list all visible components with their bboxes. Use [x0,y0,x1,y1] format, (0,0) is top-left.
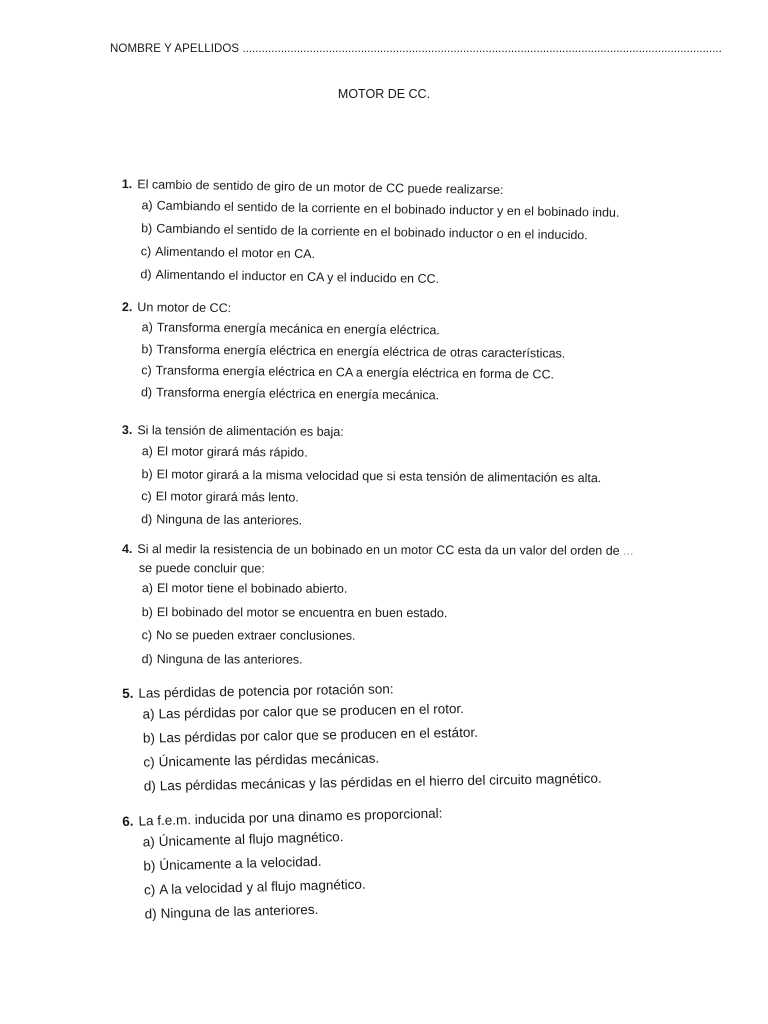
option-text: El motor girará más rápido. [156,444,308,460]
option-letter: a) [141,444,153,459]
question-stem [122,540,682,561]
option-letter: d) [141,511,153,526]
option-d [142,648,682,673]
option-text: Ninguna de las anteriores. [156,511,303,528]
question-text: Si la tensión de alimentación es baja: [137,423,344,439]
option-letter: a) [141,198,153,213]
option-letter: d) [143,778,156,794]
document-title [0,87,768,101]
option-text: Las pérdidas por calor que se producen en el rotor. [158,701,465,722]
name-blank-dots: ...................................................................................................................................................... [242,43,722,55]
option-letter: b) [141,341,153,356]
option-text: El motor girará más lento. [155,489,299,505]
option-letter: d) [141,651,153,666]
option-letter: b) [143,858,156,874]
option-text: No se pueden extraer conclusiones. [156,628,356,643]
question-text: Las pérdidas de potencia por rotación son: [138,681,394,701]
option-text: Transforma energía eléctrica en CA a energía eléctrica en forma de CC. [155,363,555,382]
name-label: NOMBRE Y APELLIDOS [110,43,240,55]
option-c [142,624,682,649]
option-text: Las pérdidas por calor que se producen en el estátor. [158,724,479,746]
option-letter: b) [141,604,153,619]
option-letter: c) [143,882,156,898]
question-5 [122,674,684,799]
name-field-line [110,43,722,55]
option-text: Cambiando el sentido de la corriente en el bobinado inductor y en el bobinado indu. [156,198,620,220]
option-text: Ninguna de las anteriores. [156,651,303,667]
question-4 [122,540,682,673]
question-text: La f.e.m. inducida por una dinamo es proporcional: [138,805,443,829]
option-text: Únicamente a la velocidad. [159,853,322,874]
option-text: El motor tiene el bobinado abierto. [156,581,348,596]
option-text: Únicamente al flujo magnético. [158,829,344,850]
option-text: Transforma energía mecánica en energía eléctrica. [156,320,440,338]
option-text: Cambiando el sentido de la corriente en el bobinado inductor o en el inducido. [156,221,588,243]
question-number: 3. [121,422,133,438]
document-title-text: MOTOR DE CC. [337,87,431,101]
option-letter: d) [140,267,152,282]
option-letter: b) [141,466,153,481]
question-6 [122,797,685,927]
question-stem-continued: se puede concluir que: [138,561,265,576]
question-number: 2. [121,299,133,315]
option-text: Transforma energía eléctrica en energía eléctrica de otras características. [156,341,566,361]
option-letter: d) [144,906,157,922]
option-letter: b) [141,221,153,236]
option-letter: c) [140,244,152,259]
option-letter: b) [142,730,156,746]
option-text: Alimentando el motor en CA. [155,244,316,262]
option-text: El bobinado del motor se encuentra en buen estado. [156,604,448,620]
option-letter: c) [141,628,153,643]
option-d [141,508,681,535]
question-2 [121,298,682,409]
option-letter: c) [141,489,152,504]
question-text: Un motor de CC: [137,300,232,316]
question-text-faint: ... [623,543,634,558]
option-letter: c) [143,754,155,770]
question-text: El cambio de sentido de giro de un motor de CC puede realizarse: [137,177,504,197]
question-number: 6. [122,813,134,829]
option-text: A la velocidad y al flujo magnético. [159,876,366,898]
option-text: El motor girará a la misma velocidad que si esta tensión de alimentación es alta. [156,466,602,485]
option-text: Alimentando el inductor en CA y el inducido en CC. [155,267,440,286]
option-b [142,601,682,626]
option-text: Ninguna de las anteriores. [160,901,319,922]
question-1 [120,175,682,295]
option-letter: a) [141,320,153,335]
question-number: 1. [121,176,133,192]
question-text: Si al medir la resistencia de un bobinado en un motor CC esta da un valor del orden de [137,542,620,558]
option-text: Las pérdidas mecánicas y las pérdidas en el hierro del circuito magnético. [159,770,602,794]
option-text: Transforma energía eléctrica en energía mecánica. [156,384,440,402]
option-letter: c) [141,363,152,378]
option-d [141,382,681,409]
option-letter: a) [142,706,155,722]
question-3 [121,421,682,535]
option-letter: a) [141,581,153,596]
question-number: 4. [121,542,133,557]
option-text: Únicamente las pérdidas mecánicas. [158,750,380,770]
question-number: 5. [122,685,134,701]
option-a [142,577,682,602]
option-letter: a) [142,834,155,850]
option-letter: d) [140,384,153,399]
